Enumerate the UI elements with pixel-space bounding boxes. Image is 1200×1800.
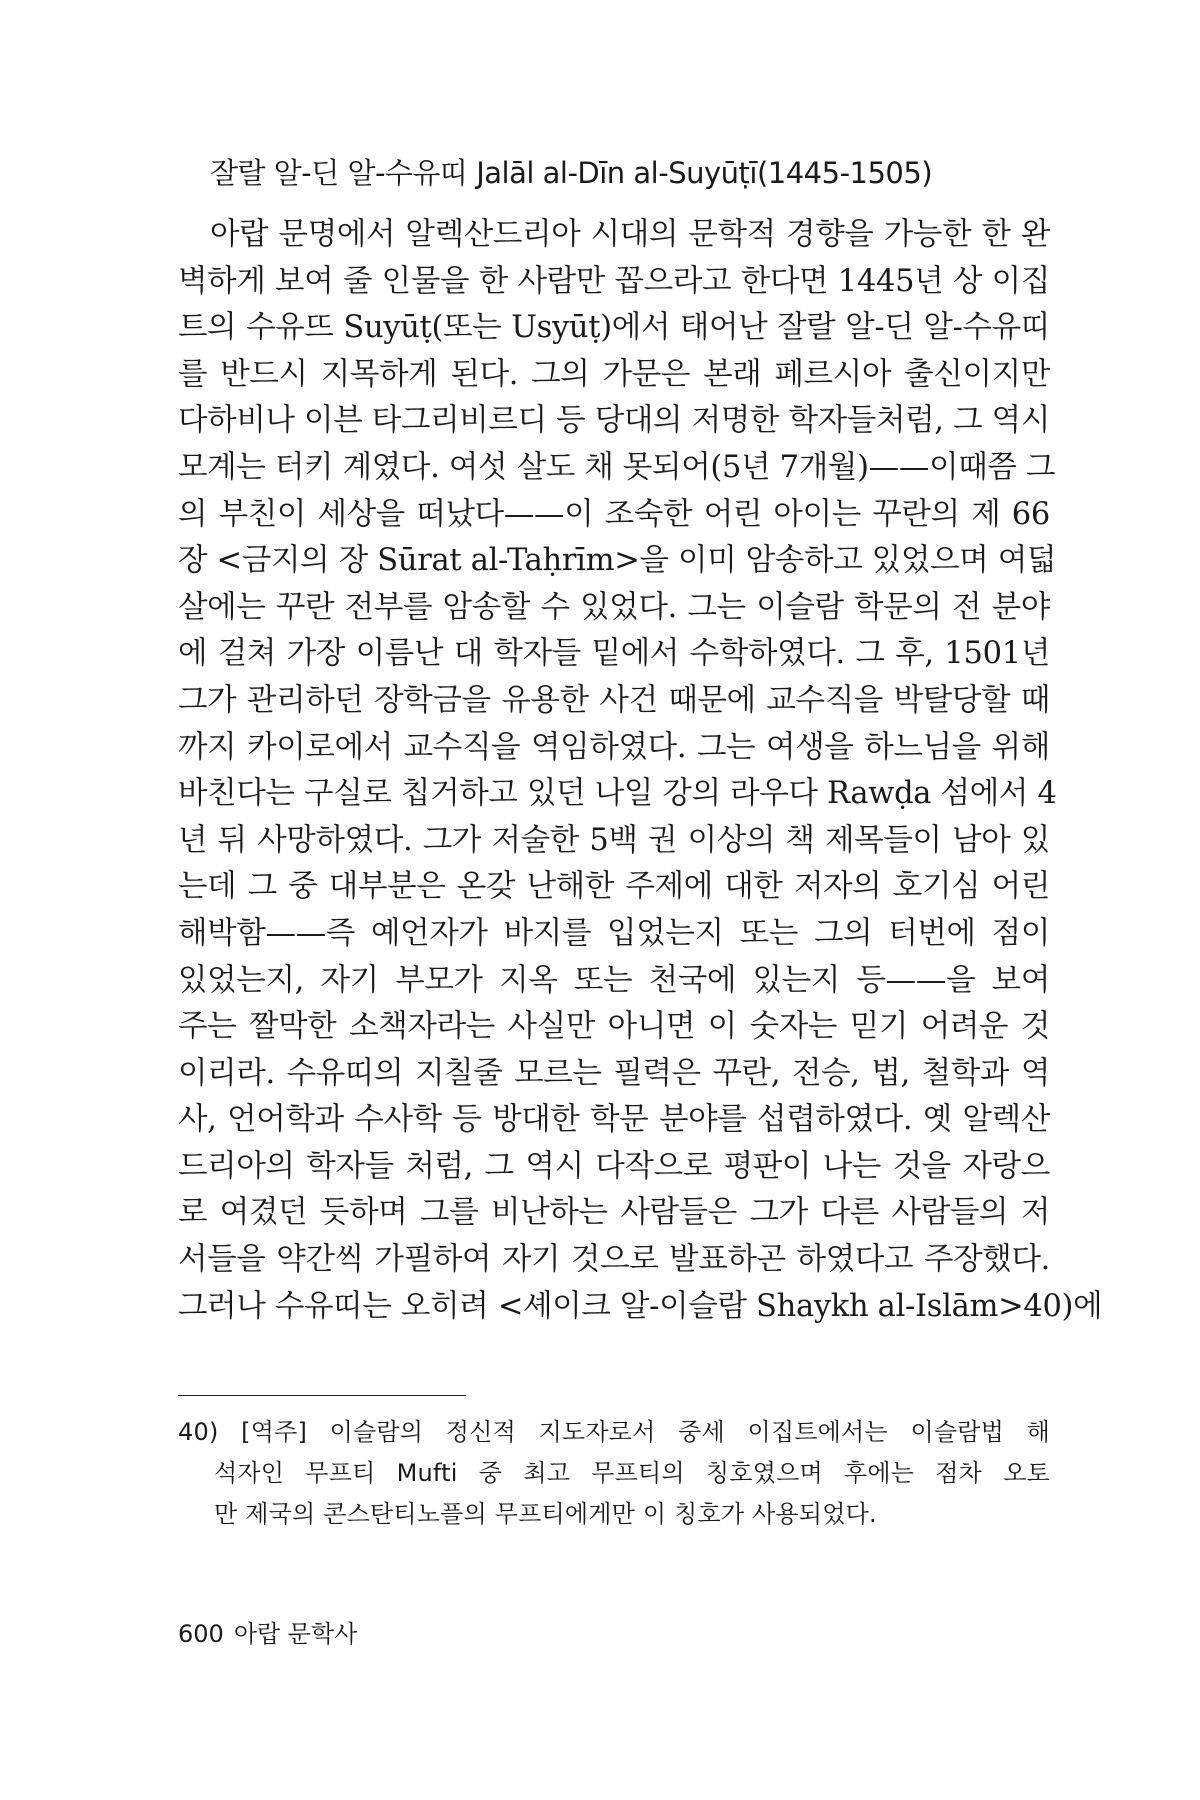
body-line: 사, 언어학과 수사학 등 방대한 학문 분야를 섭렵하였다. 옛 알렉산 [178,1102,1050,1138]
body-line: 있었는지, 자기 부모가 지옥 또는 천국에 있는지 등——을 보여 [178,962,1050,998]
body-line: 주는 짤막한 소책자라는 사실만 아니면 이 숫자는 믿기 어려운 것 [178,1009,1050,1045]
body-line: 살에는 꾸란 전부를 암송할 수 있었다. 그는 이슬람 학문의 전 분야 [178,589,1050,625]
body-line: 까지 카이로에서 교수직을 역임하였다. 그는 여생을 하느님을 위해 [178,729,1050,765]
body-line: 로 여겼던 듯하며 그를 비난하는 사람들은 그가 다른 사람들의 저 [178,1195,1050,1231]
body-line: 해박함——즉 예언자가 바지를 입었는지 또는 그의 터번에 점이 [178,915,1050,951]
body-line: 그러나 수유띠는 오히려 <셰이크 알-이슬람 Shaykh al-Islām>40)에 [178,1288,1103,1324]
body-line: 바친다는 구실로 칩거하고 있던 나일 강의 라우다 Rawḍa 섬에서 4 [178,776,1057,812]
body-line: 그가 관리하던 장학금을 유용한 사건 때문에 교수직을 박탈당할 때 [178,682,1050,718]
footnote-line: 석자인 무프티 Mufti 중 최고 무프티의 칭호였으며 후에는 점차 오토 [214,1459,1050,1487]
body-line: 를 반드시 지목하게 된다. 그의 가문은 본래 페르시아 출신이지만 [178,356,1050,392]
page-footer [178,1618,367,1650]
body-line: 는데 그 중 대부분은 온갖 난해한 주제에 대한 저자의 호기심 어린 [178,869,1050,905]
footnote [178,1412,1050,1535]
body-line: 서들을 약간씩 가필하여 자기 것으로 발표하곤 하였다고 주장했다. [178,1242,1050,1278]
body-line: 장 <금지의 장 Sūrat al-Taḥrīm>을 이미 암송하고 있었으며 여덟 [178,543,1057,579]
footnote-divider [178,1395,466,1396]
body-line: 아랍 문명에서 알렉산드리아 시대의 문학적 경향을 가능한 한 완 [210,217,1050,252]
body-line: 트의 수유뜨 Suyūṭ(또는 Usyūṭ)에서 태어난 잘랄 알-딘 알-수유띠 [178,310,1050,346]
footnote-line: 40) [역주] 이슬람의 정신적 지도자로서 중세 이집트에서는 이슬람법 해 [178,1418,1050,1446]
section-heading: 잘랄 알-딘 알-수유띠 Jalāl al-Dīn al-Suyūṭī(1445-1505) [210,156,933,190]
footnote-line: 만 제국의 콘스탄티노플의 무프티에게만 이 칭호가 사용되었다. [214,1500,877,1528]
page-number: 600 [178,1620,224,1648]
body-line: 벽하게 보여 줄 인물을 한 사람만 꼽으라고 한다면 1445년 상 이집 [178,263,1050,299]
body-line: 모계는 터키 계였다. 여섯 살도 채 못되어(5년 7개월)——이때쯤 그 [178,449,1056,485]
body-line: 년 뒤 사망하였다. 그가 저술한 5백 권 이상의 책 제목들이 남아 있 [178,822,1050,858]
body-line: 이리라. 수유띠의 지칠줄 모르는 필력은 꾸란, 전승, 법, 철학과 역 [178,1055,1050,1091]
body-line: 드리아의 학자들 처럼, 그 역시 다작으로 평판이 나는 것을 자랑으 [178,1148,1050,1184]
body-line: 다하비나 이븐 타그리비르디 등 당대의 저명한 학자들처럼, 그 역시 [178,403,1050,439]
body-line: 에 걸쳐 가장 이름난 대 학자들 밑에서 수학하였다. 그 후, 1501년 [178,636,1050,672]
body-line: 의 부친이 세상을 떠났다——이 조숙한 어린 아이는 꾸란의 제 66 [178,496,1050,532]
running-title: 아랍 문학사 [233,1620,358,1648]
body-paragraph [178,212,1103,1330]
